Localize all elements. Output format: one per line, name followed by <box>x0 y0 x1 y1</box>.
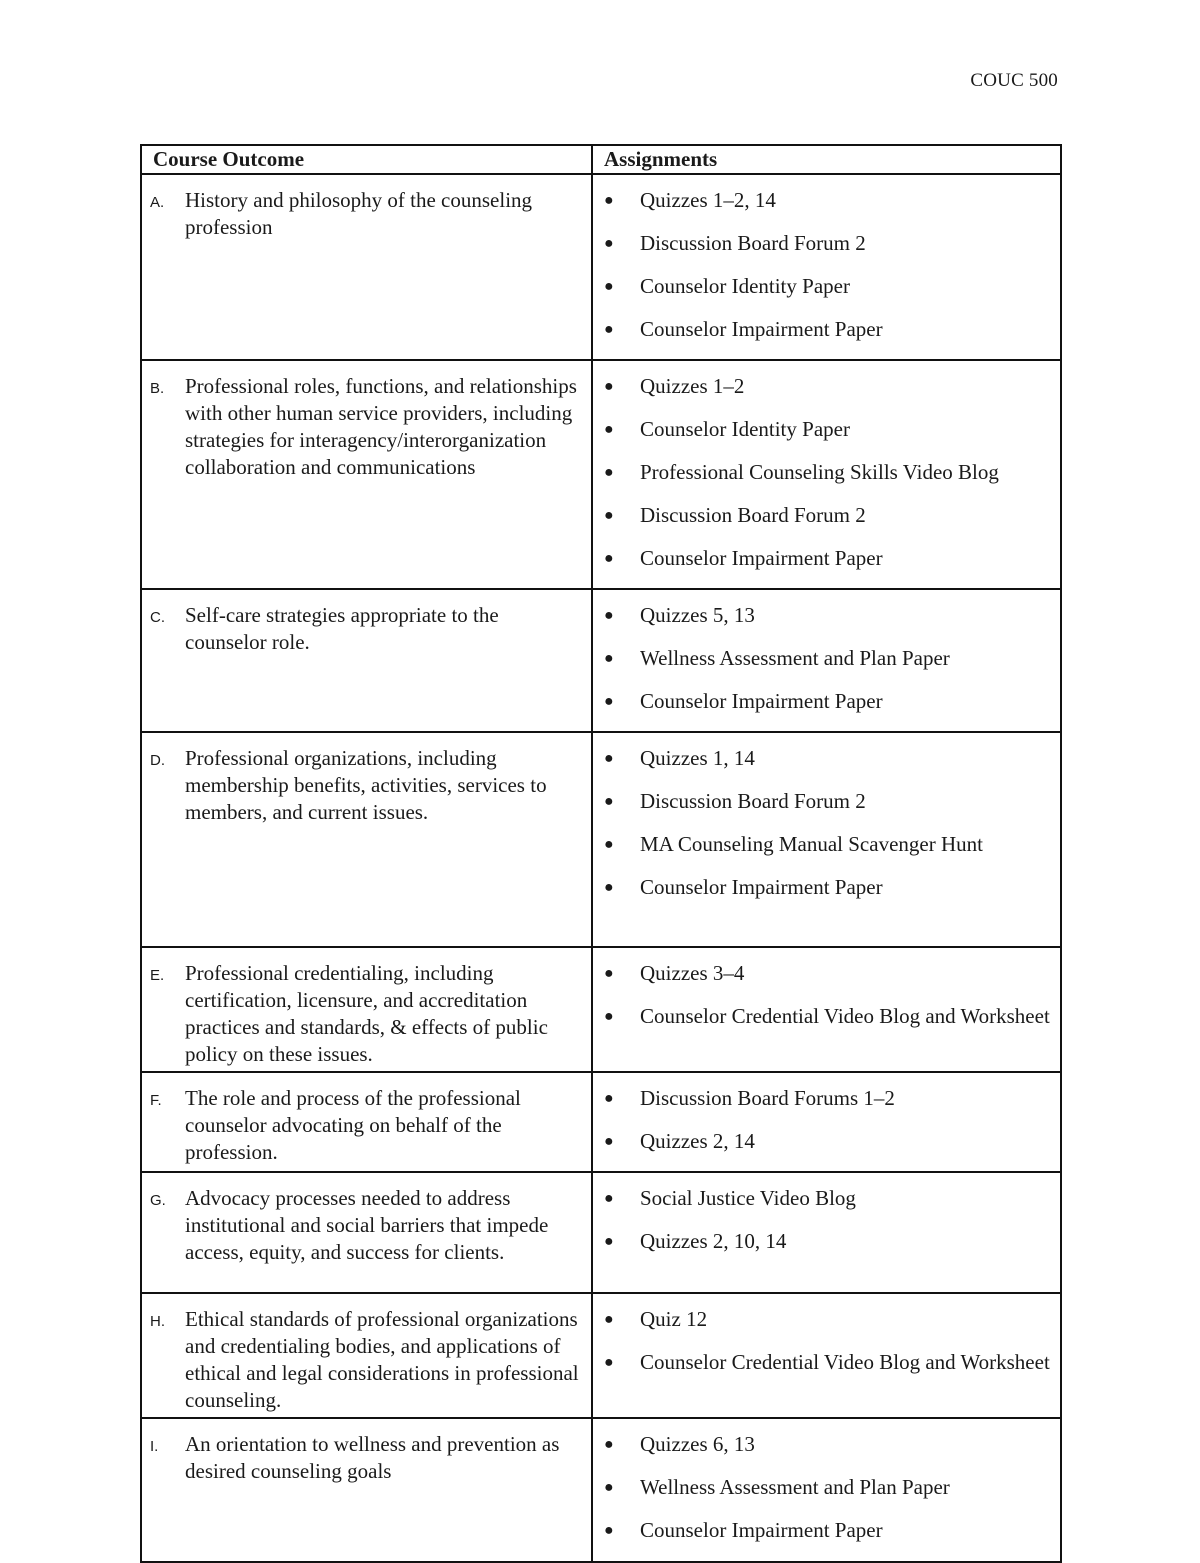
assignment-text: Counselor Impairment Paper <box>640 689 883 713</box>
table-header-row <box>141 145 1061 174</box>
bullet-icon: ● <box>604 378 614 395</box>
outcome-letter: E. <box>150 967 165 984</box>
outcome-text: Ethical standards of professional organizations and credentialing bodies, and applications of ethical and legal considerations in professional counseling. <box>185 1307 579 1412</box>
outcome-letter: I. <box>150 1438 159 1455</box>
outcome-letter: H. <box>150 1313 165 1330</box>
outcome-item <box>142 590 591 656</box>
outcome-text: History and philosophy of the counseling profession <box>185 188 533 239</box>
assignment-list <box>593 1173 1060 1255</box>
assignments-cell <box>592 174 1061 360</box>
assignment-list <box>593 733 1060 901</box>
bullet-icon: ● <box>604 965 614 982</box>
outcome-cell <box>141 1172 592 1293</box>
bullet-icon: ● <box>604 1133 614 1150</box>
list-item <box>601 874 1052 901</box>
bullet-icon: ● <box>604 1233 614 1250</box>
bullet-icon: ● <box>604 1479 614 1496</box>
outcome-text: Professional roles, functions, and relationships with other human service providers, including strategies for interagency/interorganization collaboration and communications <box>185 374 577 479</box>
list-item <box>601 459 1052 486</box>
outcome-cell <box>141 947 592 1072</box>
table-row <box>141 1072 1061 1172</box>
table-row <box>141 947 1061 1072</box>
assignment-text: Counselor Impairment Paper <box>640 546 883 570</box>
outcome-item <box>142 1294 591 1414</box>
assignment-list <box>593 948 1060 1030</box>
outcome-item <box>142 1073 591 1166</box>
assignment-list <box>593 1419 1060 1544</box>
list-item <box>601 960 1052 987</box>
bullet-icon: ● <box>604 693 614 710</box>
outcome-text: An orientation to wellness and prevention as desired counseling goals <box>185 1432 560 1483</box>
bullet-icon: ● <box>604 650 614 667</box>
list-item <box>601 831 1052 858</box>
bullet-icon: ● <box>604 235 614 252</box>
assignment-text: Discussion Board Forum 2 <box>640 231 866 255</box>
list-item <box>601 602 1052 629</box>
table-row <box>141 589 1061 732</box>
assignments-cell <box>592 732 1061 947</box>
assignment-text: Counselor Impairment Paper <box>640 1518 883 1542</box>
assignment-text: Wellness Assessment and Plan Paper <box>640 646 950 670</box>
assignment-text: Quizzes 3–4 <box>640 961 745 985</box>
list-item <box>601 745 1052 772</box>
bullet-icon: ● <box>604 192 614 209</box>
outcome-item <box>142 175 591 241</box>
bullet-icon: ● <box>604 1522 614 1539</box>
assignment-text: Counselor Impairment Paper <box>640 317 883 341</box>
assignments-cell <box>592 589 1061 732</box>
outcome-text: Self-care strategies appropriate to the counselor role. <box>185 603 499 654</box>
outcome-text: Advocacy processes needed to address institutional and social barriers that impede access, equity, and success for clients. <box>185 1186 549 1264</box>
assignment-list <box>593 590 1060 715</box>
assignments-cell <box>592 1172 1061 1293</box>
outcome-item <box>142 361 591 481</box>
outcomes-table <box>140 144 1062 1563</box>
list-item <box>601 788 1052 815</box>
outcome-cell <box>141 589 592 732</box>
assignments-cell <box>592 1072 1061 1172</box>
bullet-icon: ● <box>604 1008 614 1025</box>
bullet-icon: ● <box>604 464 614 481</box>
assignment-text: Counselor Credential Video Blog and Worksheet <box>640 1004 1050 1028</box>
list-item <box>601 1517 1052 1544</box>
assignment-text: Quizzes 1–2, 14 <box>640 188 776 212</box>
table-row <box>141 360 1061 589</box>
list-item <box>601 502 1052 529</box>
assignment-text: Counselor Credential Video Blog and Worksheet <box>640 1350 1050 1374</box>
bullet-icon: ● <box>604 607 614 624</box>
table-row <box>141 732 1061 947</box>
assignment-text: Social Justice Video Blog <box>640 1186 856 1210</box>
bullet-icon: ● <box>604 421 614 438</box>
table-row <box>141 1418 1061 1562</box>
outcome-cell <box>141 732 592 947</box>
assignment-text: Quizzes 1–2 <box>640 374 745 398</box>
list-item <box>601 373 1052 400</box>
bullet-icon: ● <box>604 507 614 524</box>
assignment-text: Quizzes 6, 13 <box>640 1432 755 1456</box>
column-header-course-outcome: Course Outcome <box>141 145 592 174</box>
list-item <box>601 1349 1052 1376</box>
assignment-text: Quizzes 1, 14 <box>640 746 755 770</box>
assignment-list <box>593 1073 1060 1155</box>
list-item <box>601 645 1052 672</box>
list-item <box>601 187 1052 214</box>
list-item <box>601 316 1052 343</box>
bullet-icon: ● <box>604 1311 614 1328</box>
bullet-icon: ● <box>604 793 614 810</box>
list-item <box>601 688 1052 715</box>
assignment-text: Discussion Board Forum 2 <box>640 789 866 813</box>
list-item <box>601 1003 1052 1030</box>
assignments-cell <box>592 1293 1061 1418</box>
assignment-list <box>593 175 1060 343</box>
outcome-letter: A. <box>150 194 165 211</box>
assignment-text: Counselor Impairment Paper <box>640 875 883 899</box>
assignment-text: Wellness Assessment and Plan Paper <box>640 1475 950 1499</box>
outcome-text: Professional credentialing, including certification, licensure, and accreditation practices and standards, & effects of public policy on these issues. <box>185 961 548 1066</box>
outcome-letter: G. <box>150 1192 166 1209</box>
outcome-text: Professional organizations, including membership benefits, activities, services to members, and current issues. <box>185 746 547 824</box>
bullet-icon: ● <box>604 550 614 567</box>
list-item <box>601 1085 1052 1112</box>
outcome-item <box>142 1173 591 1266</box>
assignment-text: Counselor Identity Paper <box>640 417 850 441</box>
outcome-letter: B. <box>150 380 165 397</box>
outcome-text: The role and process of the professional counselor advocating on behalf of the profession. <box>185 1086 521 1164</box>
assignment-text: Discussion Board Forum 2 <box>640 503 866 527</box>
list-item <box>601 416 1052 443</box>
assignment-list <box>593 1294 1060 1376</box>
table-row <box>141 1172 1061 1293</box>
outcome-cell <box>141 360 592 589</box>
assignments-cell <box>592 1418 1061 1562</box>
list-item <box>601 1228 1052 1255</box>
outcome-item <box>142 1419 591 1485</box>
assignment-text: Quiz 12 <box>640 1307 708 1331</box>
bullet-icon: ● <box>604 1436 614 1453</box>
outcome-cell <box>141 174 592 360</box>
bullet-icon: ● <box>604 1190 614 1207</box>
outcome-cell <box>141 1418 592 1562</box>
assignment-text: Quizzes 2, 14 <box>640 1129 755 1153</box>
assignments-cell <box>592 360 1061 589</box>
column-header-assignments: Assignments <box>592 145 1061 174</box>
bullet-icon: ● <box>604 750 614 767</box>
table-row <box>141 174 1061 360</box>
assignments-cell <box>592 947 1061 1072</box>
bullet-icon: ● <box>604 1090 614 1107</box>
bullet-icon: ● <box>604 278 614 295</box>
assignment-text: Quizzes 5, 13 <box>640 603 755 627</box>
list-item <box>601 1128 1052 1155</box>
list-item <box>601 1306 1052 1333</box>
assignment-list <box>593 361 1060 572</box>
list-item <box>601 230 1052 257</box>
outcome-letter: C. <box>150 609 165 626</box>
outcome-letter: D. <box>150 752 165 769</box>
outcome-item <box>142 733 591 826</box>
list-item <box>601 273 1052 300</box>
bullet-icon: ● <box>604 879 614 896</box>
list-item <box>601 545 1052 572</box>
list-item <box>601 1431 1052 1458</box>
assignment-text: MA Counseling Manual Scavenger Hunt <box>640 832 983 856</box>
list-item <box>601 1185 1052 1212</box>
bullet-icon: ● <box>604 321 614 338</box>
bullet-icon: ● <box>604 836 614 853</box>
list-item <box>601 1474 1052 1501</box>
assignment-text: Counselor Identity Paper <box>640 274 850 298</box>
outcome-cell <box>141 1293 592 1418</box>
table-body <box>141 174 1061 1562</box>
outcome-letter: F. <box>150 1092 162 1109</box>
table-row <box>141 1293 1061 1418</box>
running-header: COUC 500 <box>970 70 1058 91</box>
bullet-icon: ● <box>604 1354 614 1371</box>
assignment-text: Professional Counseling Skills Video Blog <box>640 460 999 484</box>
assignment-text: Quizzes 2, 10, 14 <box>640 1229 787 1253</box>
outcome-item <box>142 948 591 1068</box>
assignment-text: Discussion Board Forums 1–2 <box>640 1086 895 1110</box>
outcome-cell <box>141 1072 592 1172</box>
